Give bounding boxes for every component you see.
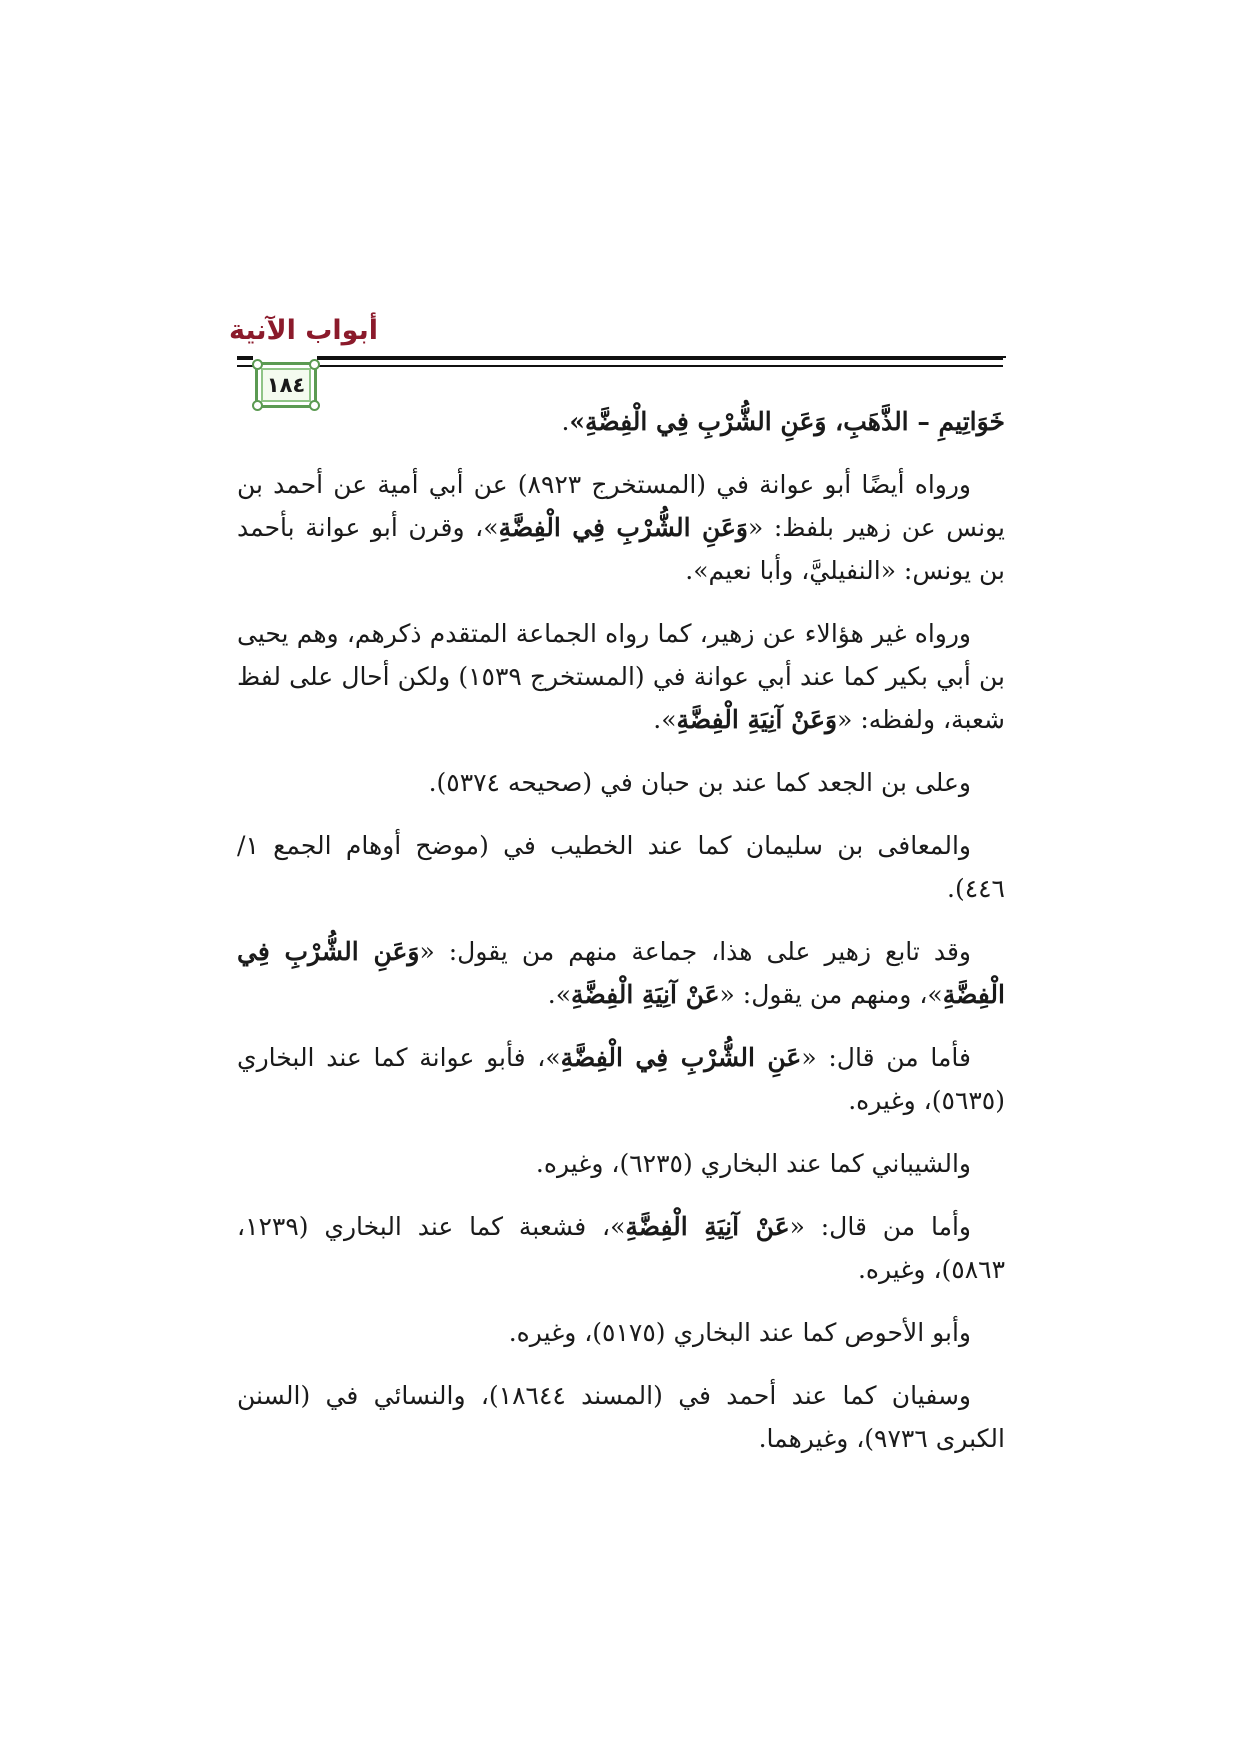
paragraph [237, 930, 1005, 1016]
paragraph [237, 400, 1005, 443]
hadith-quote: وَعَنْ آنِيَةِ الْفِضَّةِ [676, 705, 838, 734]
paragraph [237, 824, 1005, 910]
paragraph-text: ورواه غير هؤالاء عن زهير، كما رواه الجماعة المتقدم ذكرهم، وهم يحيى بن أبي بكير كما عند أبي عوانة في (المستخرج ١٥٣٩) ولكن أحال على لفظ شعبة، ولفظه: « [237, 619, 1005, 734]
paragraph-text: ». [547, 980, 572, 1009]
header-rule-right-extension [1003, 356, 1006, 358]
paragraph [237, 612, 1005, 741]
paragraph-text: وأبو الأحوص كما عند البخاري (٥١٧٥)، وغيره. [508, 1318, 971, 1347]
paragraph-text: ورواه أيضًا أبو عوانة في (المستخرج ٨٩٢٣) عن أبي أمية عن أحمد بن يونس عن زهير بلفظ: « [237, 470, 1005, 542]
paragraph-text: »، فشعبة كما عند البخاري (١٢٣٩، ٥٨٦٣)، وغيره. [237, 1212, 1005, 1284]
paragraph-text: وعلى بن الجعد كما عند بن حبان في (صحيحه ٥٣٧٤). [428, 768, 971, 797]
hadith-quote: عَنْ آنِيَةِ الْفِضَّةِ [571, 980, 720, 1009]
paragraph [237, 1036, 1005, 1122]
paragraph-text: وسفيان كما عند أحمد في (المسند ١٨٦٤٤)، والنسائي في (السنن الكبرى ٩٧٣٦)، وغيرهما. [237, 1381, 1005, 1453]
paragraph [237, 761, 1005, 804]
paragraph [237, 1311, 1005, 1354]
paragraph-text: والمعافى بن سليمان كما عند الخطيب في (موضح أوهام الجمع ١/ ٤٤٦). [237, 831, 1005, 903]
hadith-quote: وَعَنِ الشُّرْبِ فِي الْفِضَّةِ [498, 513, 748, 542]
header-rule-thick [317, 356, 1003, 360]
paragraph-text: فأما من قال: « [801, 1043, 971, 1072]
hadith-quote: عَنْ آنِيَةِ الْفِضَّةِ [625, 1212, 790, 1241]
paragraph-text: . [561, 407, 570, 436]
paragraph-text: »، فأبو عوانة كما عند البخاري (٥٦٣٥)، وغيره. [237, 1043, 1005, 1115]
paragraph-text: وقد تابع زهير على هذا، جماعة منهم من يقول: « [419, 937, 971, 966]
header-rule-thin [317, 365, 1003, 367]
ornament-icon [309, 359, 320, 370]
paragraph-text: والشيباني كما عند البخاري (٦٢٣٥)، وغيره. [535, 1149, 971, 1178]
hadith-quote: خَوَاتِيمِ – الذَّهَبِ، وَعَنِ الشُّرْبِ فِي الْفِضَّةِ» [569, 407, 1005, 436]
paragraph-text: »، ومنهم من يقول: « [719, 980, 943, 1009]
paragraph [237, 1142, 1005, 1185]
body-text [237, 400, 1005, 1480]
section-title: أبواب الآنية [228, 315, 378, 346]
paragraph [237, 463, 1005, 592]
header-rule-left-thin [237, 365, 253, 367]
paragraph [237, 1374, 1005, 1460]
paragraph-text: وأما من قال: « [789, 1212, 971, 1241]
header-rule-left-thick [237, 356, 253, 360]
hadith-quote: وَعَنِ الشُّرْبِ فِي الْفِضَّةِ [237, 937, 1005, 1009]
paragraph-text: ». [653, 705, 677, 734]
hadith-quote: عَنِ الشُّرْبِ فِي الْفِضَّةِ [560, 1043, 802, 1072]
ornament-icon [252, 359, 263, 370]
paragraph-text: »، وقرن أبو عوانة بأحمد بن يونس: «النفيليَّ، وأبا نعيم». [237, 513, 1005, 585]
page-number: ١٨٤ [266, 373, 306, 397]
paragraph [237, 1205, 1005, 1291]
